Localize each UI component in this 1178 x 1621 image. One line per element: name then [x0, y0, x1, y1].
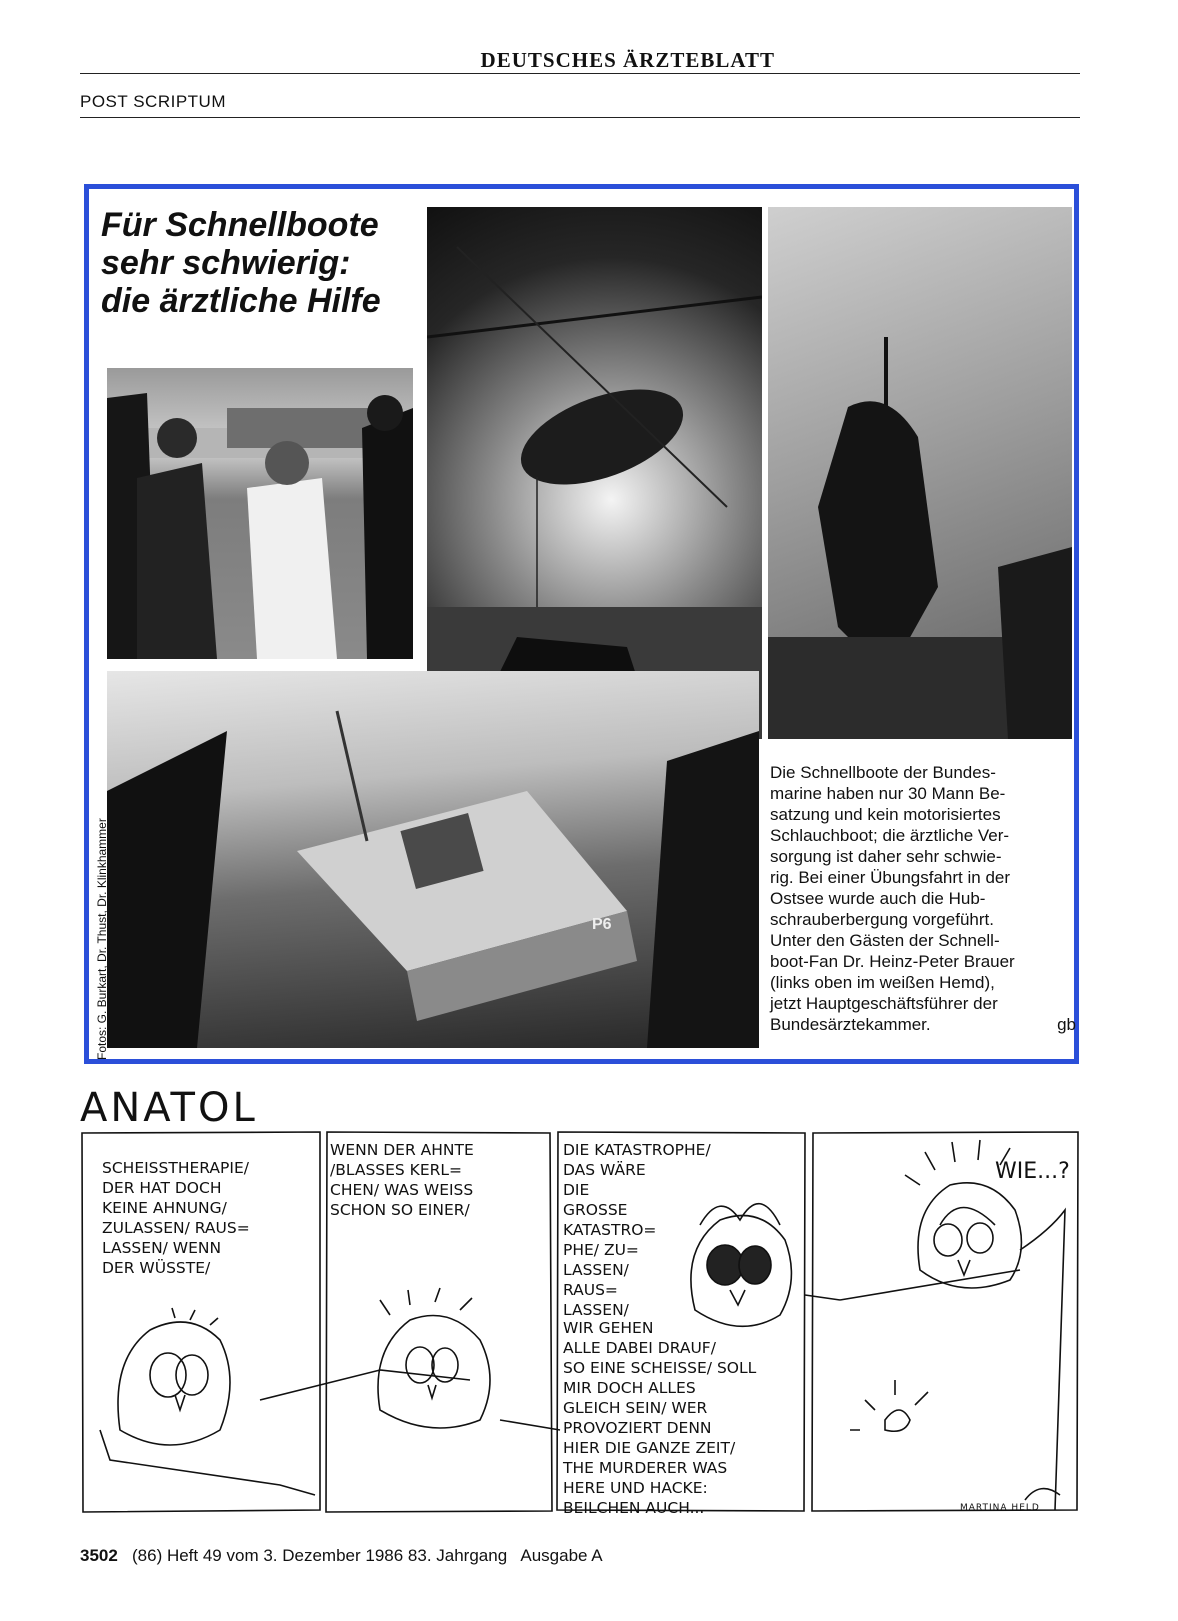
- headline-line: Für Schnellboote: [101, 206, 379, 244]
- photo-rescue: [768, 207, 1072, 739]
- comic-panel4-text: WIE...?: [995, 1159, 1070, 1184]
- masthead-title: DEUTSCHES ÄRZTEBLATT: [480, 48, 775, 72]
- caption-line: Ostsee wurde auch die Hub-: [770, 889, 986, 908]
- caption-line: Schlauchboot; die ärztliche Ver-: [770, 826, 1010, 845]
- page-footer: [80, 1546, 603, 1566]
- issue-info: (86) Heft 49 vom 3. Dezember 1986 83. Jahrgang Ausgabe A: [132, 1546, 603, 1565]
- comic-title: ANATOL: [80, 1085, 258, 1131]
- caption-line: Die Schnellboote der Bundes-: [770, 763, 996, 782]
- caption-line: boot-Fan Dr. Heinz-Peter Brauer: [770, 952, 1015, 971]
- boat-image: [107, 671, 759, 1048]
- section-label: POST SCRIPTUM: [80, 92, 226, 111]
- photo-helicopter: [427, 207, 762, 739]
- handshake-image: [107, 368, 413, 659]
- caption-line: (links oben im weißen Hemd),: [770, 973, 995, 992]
- comic-panel2-text: WENN DER AHNTE /BLASSES KERL= CHEN/ WAS WEISS SCHON SO EINER/: [330, 1141, 474, 1219]
- helicopter-image: [427, 207, 762, 739]
- caption-line: satzung und kein motorisiertes: [770, 805, 1001, 824]
- photo-boat: [107, 671, 759, 1048]
- caption-line: rig. Bei einer Übungsfahrt in der: [770, 868, 1011, 887]
- photo-handshake: [107, 368, 413, 659]
- caption-line: Bundesärztekammer.: [770, 1015, 931, 1034]
- caption-line: Unter den Gästen der Schnell-: [770, 931, 1000, 950]
- comic-signature: MARTINA HELD: [960, 1503, 1040, 1513]
- caption-line: marine haben nur 30 Mann Be-: [770, 784, 1006, 803]
- comic-panel1-text: SCHEISSTHERAPIE/ DER HAT DOCH KEINE AHNUNG/ ZULASSEN/ RAUS= LASSEN/ WENN DER WÜSSTE/: [102, 1159, 250, 1277]
- article-caption: [770, 762, 1076, 1035]
- headline-line: die ärztliche Hilfe: [101, 282, 381, 320]
- hull-number: P6: [592, 916, 612, 933]
- masthead: [80, 48, 1080, 73]
- headline-line: sehr schwierig:: [101, 244, 351, 282]
- comic-panel3-text-top: DIE KATASTROPHE/ DAS WÄRE DIE GROSSE KATASTRO= PHE/ ZU= LASSEN/ RAUS= LASSEN/: [563, 1141, 711, 1319]
- photo-credit: Fotos: G. Burkart, Dr. Thust, Dr. Klinkhammer: [95, 818, 109, 1060]
- caption-line: schrauberbergung vorgeführt.: [770, 910, 994, 929]
- caption-line: sorgung ist daher sehr schwie-: [770, 847, 1002, 866]
- comic-panel3-text-bottom: WIR GEHEN ALLE DABEI DRAUF/ SO EINE SCHEISSE/ SOLL MIR DOCH ALLES GLEICH SEIN/ WER PROVOZIERT DENN HIER DIE GANZE ZEIT/ THE MURDERER WAS HERE UND HACKE: BEILCHEN AUCH...: [563, 1319, 757, 1517]
- masthead-rule: [80, 73, 1080, 74]
- caption-signature: gb: [1057, 1015, 1076, 1034]
- rescue-image: [768, 207, 1072, 739]
- section-rule: [80, 117, 1080, 118]
- article-headline: [101, 206, 419, 320]
- caption-last-line: [770, 1014, 1076, 1035]
- page-number: 3502: [80, 1546, 118, 1565]
- caption-line: jetzt Hauptgeschäftsführer der: [770, 994, 998, 1013]
